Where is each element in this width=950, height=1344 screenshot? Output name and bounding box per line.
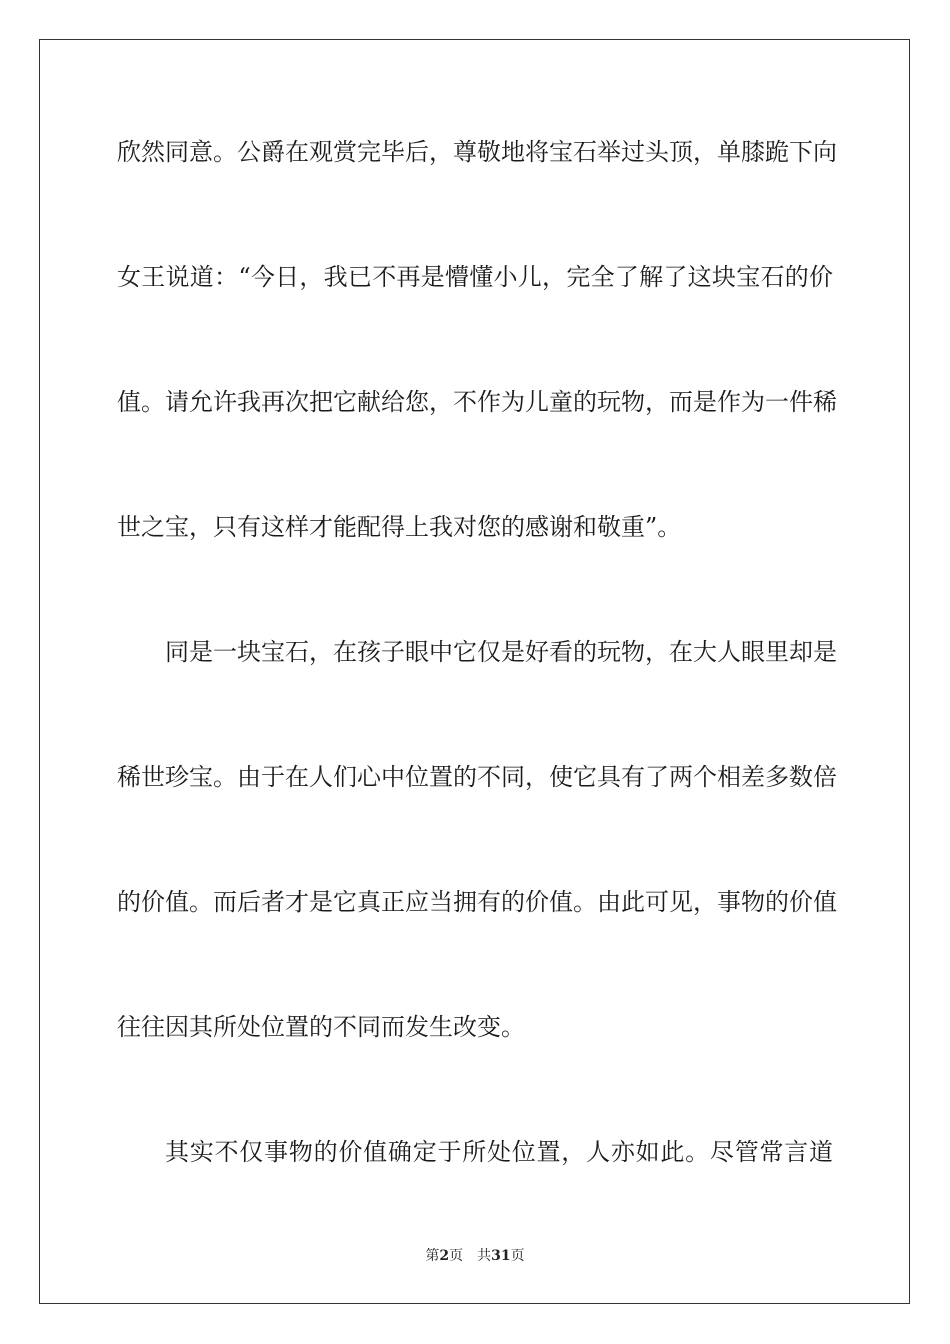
page-footer bbox=[0, 1247, 950, 1265]
text-line-5: 同是一块宝石，在孩子眼中它仅是好看的玩物，在大人眼里却是 bbox=[165, 638, 837, 666]
text-line-2: 女王说道：“今日，我已不再是懵懂小儿，完全了解了这块宝石的价 bbox=[117, 263, 833, 291]
total-suffix: 页 bbox=[510, 1248, 525, 1264]
text-line-8: 往往因其所处位置的不同而发生改变。 bbox=[117, 1013, 525, 1041]
text-line-6: 稀世珍宝。由于在人们心中位置的不同，使它具有了两个相差多数倍 bbox=[117, 763, 837, 791]
page-border bbox=[39, 39, 910, 1304]
text-line-9: 其实不仅事物的价值确定于所处位置，人亦如此。尽管常言道 bbox=[165, 1138, 833, 1166]
text-line-3: 值。请允许我再次把它献给您，不作为儿童的玩物，而是作为一件稀 bbox=[117, 388, 837, 416]
text-line-4: 世之宝，只有这样才能配得上我对您的感谢和敬重”。 bbox=[117, 513, 682, 541]
total-pages: 31 bbox=[491, 1248, 511, 1264]
text-line-7: 的价值。而后者才是它真正应当拥有的价值。由此可见，事物的价值 bbox=[117, 888, 837, 916]
total-prefix: 共 bbox=[477, 1248, 492, 1264]
text-line-1: 欣然同意。公爵在观赏完毕后，尊敬地将宝石举过头顶，单膝跪下向 bbox=[117, 138, 837, 166]
page-number: 2 bbox=[439, 1248, 450, 1264]
page-suffix: 页 bbox=[449, 1248, 464, 1264]
page-prefix: 第 bbox=[425, 1248, 440, 1264]
